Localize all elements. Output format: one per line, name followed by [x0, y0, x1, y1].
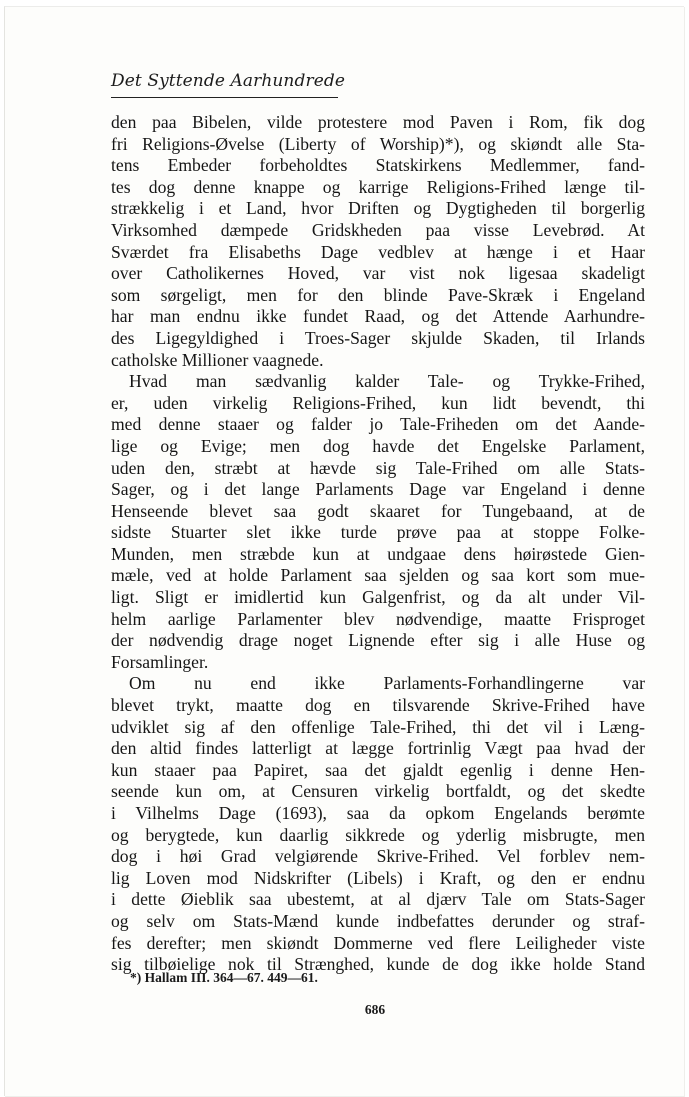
text-line: Virksomhed dæmpede Gridskheden paa visse Levebrød. At: [111, 219, 645, 240]
text-line: sig tilbøielige nok til Strænghed, kunde de dog ikke holde Stand: [111, 954, 645, 975]
text-line: har man endnu ikke fundet Raad, og det Attende Aarhundre-: [111, 306, 645, 327]
text-line: helm aarlige Parlamenter blev nødvendige, maatte Frisproget: [111, 608, 645, 629]
page-number: 686: [364, 1002, 386, 1017]
text-line: i dette Øieblik saa ubestemt, at al djærv Tale om Stats-Sager: [111, 889, 645, 910]
text-line: er, uden virkelig Religions-Frihed, kun lidt bevendt, thi: [111, 392, 645, 413]
text-line: catholske Millioner vaagnede.: [111, 349, 324, 370]
text-line: Hvad man sædvanlig kalder Tale- og Trykke-Frihed,: [129, 371, 645, 392]
text-line: udviklet sig af den offenlige Tale-Frihed, thi det vil i Læng-: [111, 716, 645, 737]
running-title: Det Syttende Aarhundrede: [111, 71, 345, 91]
text-line: Sværdet fra Elisabeths Dage vedblev at hænge i et Haar: [111, 241, 645, 262]
text-line: tens Embeder forbeholdtes Statskirkens Medlemmer, fand-: [111, 155, 645, 176]
main-text: [111, 112, 645, 976]
text-line: sidste Stuarter slet ikke turde prøve paa at stoppe Folke-: [111, 522, 645, 543]
text-line: den paa Bibelen, vilde protestere mod Paven i Rom, fik dog: [111, 112, 645, 132]
text-line: des Ligegyldighed i Troes-Sager skjulde Skaden, til Irlands: [111, 327, 645, 348]
text-line: den altid findes latterligt at lægge fortrinlig Vægt paa hvad der: [111, 738, 645, 759]
text-line: Sager, og i det lange Parlaments Dage var Engeland i denne: [111, 479, 645, 500]
text-line: strækkelig i et Land, hvor Driften og Dygtigheden til borgerlig: [111, 198, 645, 219]
text-line: med denne staaer og falder jo Tale-Friheden om det Aande-: [111, 414, 645, 435]
text-line: over Catholikernes Hoved, var vist nok ligesaa skadeligt: [111, 263, 645, 284]
text-line: og berygtede, kun daarlig sikkrede og yderlig misbrugte, men: [111, 824, 645, 845]
header-rule: [111, 97, 338, 98]
text-line: mæle, ved at holde Parlament saa sjelden og saa kort som mue-: [111, 565, 645, 586]
text-line: i Vilhelms Dage (1693), saa da opkom Engelands berømte: [111, 803, 645, 823]
text-line: lig Loven mod Nidskrifter (Libels) i Kraft, og den er endnu: [111, 867, 645, 888]
text-line: Henseende blevet saa godt skaaret for Tungebaand, at de: [111, 500, 645, 521]
text-line: Om nu end ikke Parlaments-Forhandlingerne var: [129, 673, 645, 694]
text-line: og selv om Stats-Mænd kunde indbefattes derunder og straf-: [111, 910, 645, 931]
text-line: kun staaer paa Papiret, saa det gjaldt egenlig i denne Hen-: [111, 759, 645, 780]
text-line: der nødvendig drage noget Lignende efter sig i alle Huse og: [111, 630, 645, 651]
text-line: lige og Evige; men dog havde det Engelske Parlament,: [111, 435, 645, 456]
text-line: tes dog denne knappe og karrige Religions-Frihed længe til-: [111, 176, 645, 197]
text-line: uden den, stræbt at hævde sig Tale-Frihed om alle Stats-: [111, 457, 645, 478]
text-line: ligt. Sligt er imidlertid kun Galgenfrist, og da alt under Vil-: [111, 587, 645, 608]
text-line: dog i høi Grad velgiørende Skrive-Frihed. Vel forblev nem-: [111, 846, 645, 867]
book-page: [4, 6, 684, 1096]
text-line: fri Religions-Øvelse (Liberty of Worship)*), og skiøndt alle Sta-: [111, 133, 645, 154]
text-line: som sørgeligt, men for den blinde Pave-Skræk i Engeland: [111, 284, 645, 305]
footnote: *) Hallam III. 364—67. 449—61.: [130, 970, 318, 985]
text-line: Forsamlinger.: [111, 651, 209, 672]
text-line: Munden, men stræbde kun at undgaae dens høirøstede Gien-: [111, 543, 645, 564]
text-line: seende kun om, at Censuren virkelig bortfaldt, og det skedte: [111, 781, 645, 802]
text-line: blevet trykt, maatte dog en tilsvarende Skrive-Frihed have: [111, 695, 645, 716]
text-line: fes derefter; men skiøndt Dommerne ved flere Leiligheder viste: [111, 932, 645, 953]
